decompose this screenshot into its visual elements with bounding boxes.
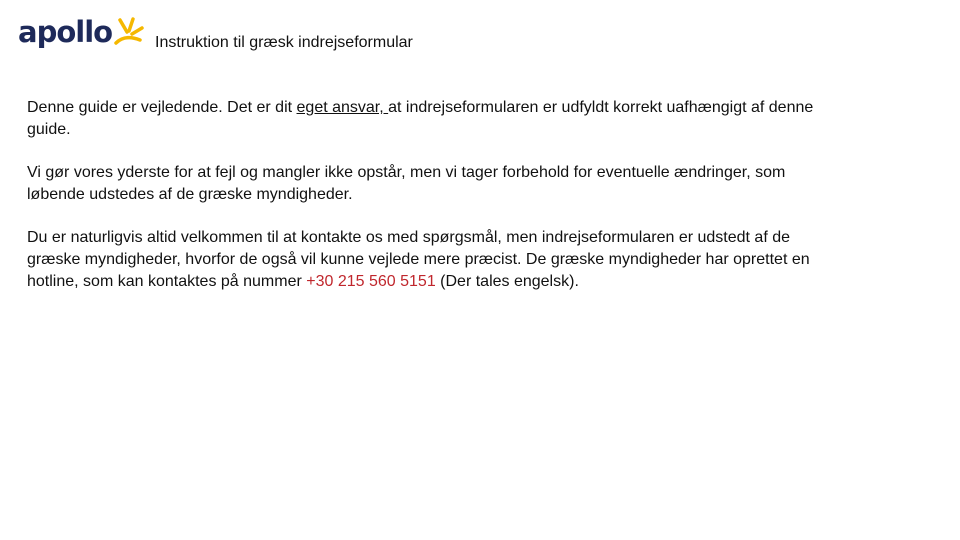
paragraph-contact <box>27 227 817 293</box>
paragraph-reservation: Vi gør vores yderste for at fejl og mangler ikke opstår, men vi tager forbehold for eventuelle ændringer, som løbende udstedes af de græske myndigheder. <box>27 164 786 203</box>
apollo-logo <box>18 14 142 50</box>
logo-wordmark: apollo <box>18 15 113 49</box>
instructions-body <box>27 97 817 314</box>
own-responsibility-emphasis: eget ansvar, <box>296 99 389 116</box>
sun-logo-icon <box>114 16 144 46</box>
paragraph-disclaimer <box>27 97 817 141</box>
hotline-phone-number: +30 215 560 5151 <box>306 273 436 290</box>
contact-text-start: Du er naturligvis altid velkommen til at kontakte os med spørgsmål, men indrejseformularen er udstedt af de græske myndigheder, hvorfor de også vil kunne vejlede mere præcist. De græske myndigheder har oprettet en hotline, som kan kontaktes på nummer <box>27 229 810 290</box>
disclaimer-text-end: at indrejseformularen er udfyldt korrekt uafhængigt af denne guide. <box>27 99 814 138</box>
page-title: Instruktion til græsk indrejseformular <box>155 34 413 51</box>
disclaimer-text-start: Denne guide er vejledende. Det er dit <box>27 99 297 116</box>
contact-text-end: (Der tales engelsk). <box>435 273 579 290</box>
